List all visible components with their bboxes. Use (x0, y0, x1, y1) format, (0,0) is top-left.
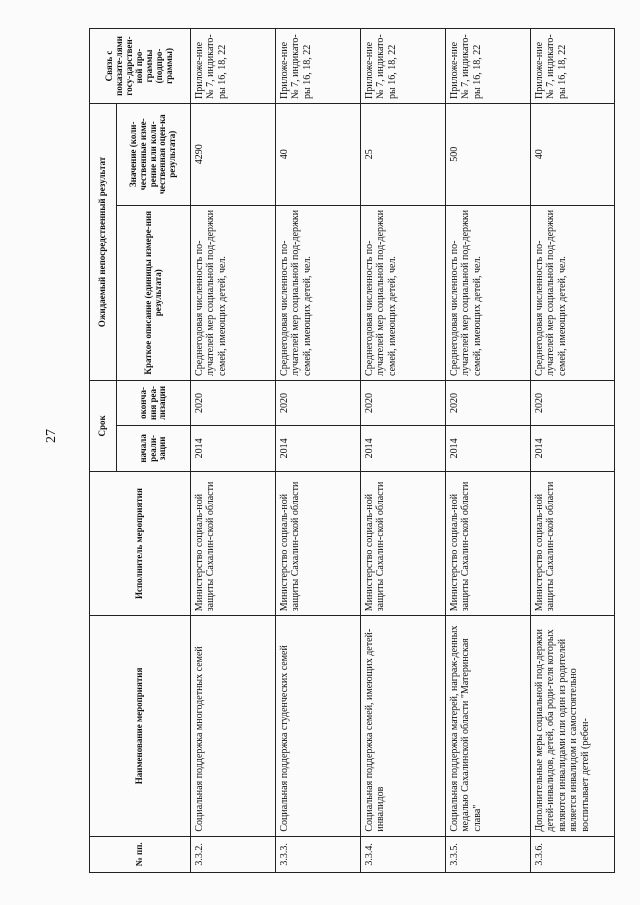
row-num: 3.3.4. (361, 836, 446, 872)
row-start: 2014 (361, 425, 446, 471)
row-value: 4290 (191, 103, 276, 205)
row-value: 500 (446, 103, 531, 205)
row-start: 2014 (531, 425, 615, 471)
row-end: 2020 (276, 380, 361, 425)
row-executor: Министерство социаль-ной защиты Сахалин-ской области (276, 471, 361, 615)
row-link: Приложе-ние № 7, индикато-ры 16, 18, 22 (531, 29, 615, 104)
row-name: Дополнительные меры социальной под-держки детей-инвалидов, детей, оба роди-теля которых являются инвалидами или один из родителей является инвалидом и самостоятельно воспитывает детей (ребен- (531, 616, 615, 836)
table-rotated-wrapper (89, 28, 614, 873)
table-row (276, 29, 361, 873)
row-link: Приложе-ние № 7, индикато-ры 16, 18, 22 (191, 29, 276, 104)
table-row (191, 29, 276, 873)
row-start: 2014 (191, 425, 276, 471)
header-term: Срок (90, 380, 117, 471)
row-name: Социальная поддержка семей, имеющих детей-инвалидов (361, 616, 446, 836)
row-executor: Министерство социаль-ной защиты Сахалин-ской области (191, 471, 276, 615)
row-end: 2020 (531, 380, 615, 425)
row-name: Социальная поддержка многодетных семей (191, 616, 276, 836)
row-desc: Среднегодовая численность по-лучателей мер социальной под-держки семей, имеющих детей, чел. (276, 205, 361, 380)
header-executor: Исполнитель мероприятия (90, 471, 191, 615)
row-link: Приложе-ние № 7, индикато-ры 16, 18, 22 (361, 29, 446, 104)
row-name: Социальная поддержка матерей, награж-денных медалью Сахалинской области "Материнская слава" (446, 616, 531, 836)
row-executor: Министерство социаль-ной защиты Сахалин-ской области (531, 471, 615, 615)
row-link: Приложе-ние № 7, индикато-ры 16, 18, 22 (446, 29, 531, 104)
row-link: Приложе-ние № 7, индикато-ры 16, 18, 22 (276, 29, 361, 104)
row-desc: Среднегодовая численность по-лучателей мер социальной под-держки семей, имеющих детей, чел. (446, 205, 531, 380)
row-executor: Министерство социаль-ной защиты Сахалин-ской области (361, 471, 446, 615)
row-name: Социальная поддержка студенческих семей (276, 616, 361, 836)
header-desc: Краткое описание (единицы измере-ния результата) (117, 205, 191, 380)
header-result: Ожидаемый непосредственный результат (90, 103, 117, 380)
row-desc: Среднегодовая численность по-лучателей мер социальной под-держки семей, имеющих детей, чел. (191, 205, 276, 380)
row-num: 3.3.6. (531, 836, 615, 872)
header-link: Связь с показате-лями госу-дарствен-ной про-граммы (подпро-граммы) (90, 29, 191, 104)
header-value: Значение (коли-чественные изме-рение или коли-чественная оцен-ка результата) (117, 103, 191, 205)
header-num: № пп. (90, 836, 191, 872)
row-value: 40 (531, 103, 615, 205)
table-row (531, 29, 615, 873)
row-desc: Среднегодовая численность по-лучателей мер социальной под-держки семей, имеющих детей, чел. (361, 205, 446, 380)
measures-table (89, 28, 615, 873)
row-end: 2020 (446, 380, 531, 425)
row-value: 25 (361, 103, 446, 205)
header-start: начала реали-зации (117, 425, 191, 471)
page-number: 27 (44, 429, 59, 443)
header-name: Наименование мероприятия (90, 616, 191, 836)
row-executor: Министерство социаль-ной защиты Сахалин-ской области (446, 471, 531, 615)
row-start: 2014 (276, 425, 361, 471)
row-value: 40 (276, 103, 361, 205)
header-row-1 (90, 29, 117, 873)
row-end: 2020 (361, 380, 446, 425)
row-desc: Среднегодовая численность по-лучателей мер социальной под-держки семей, имеющих детей, чел. (531, 205, 615, 380)
row-num: 3.3.2. (191, 836, 276, 872)
row-start: 2014 (446, 425, 531, 471)
table-row (361, 29, 446, 873)
row-num: 3.3.5. (446, 836, 531, 872)
row-num: 3.3.3. (276, 836, 361, 872)
row-end: 2020 (191, 380, 276, 425)
table-row (446, 29, 531, 873)
header-end: оконча-ния реа-лизации (117, 380, 191, 425)
